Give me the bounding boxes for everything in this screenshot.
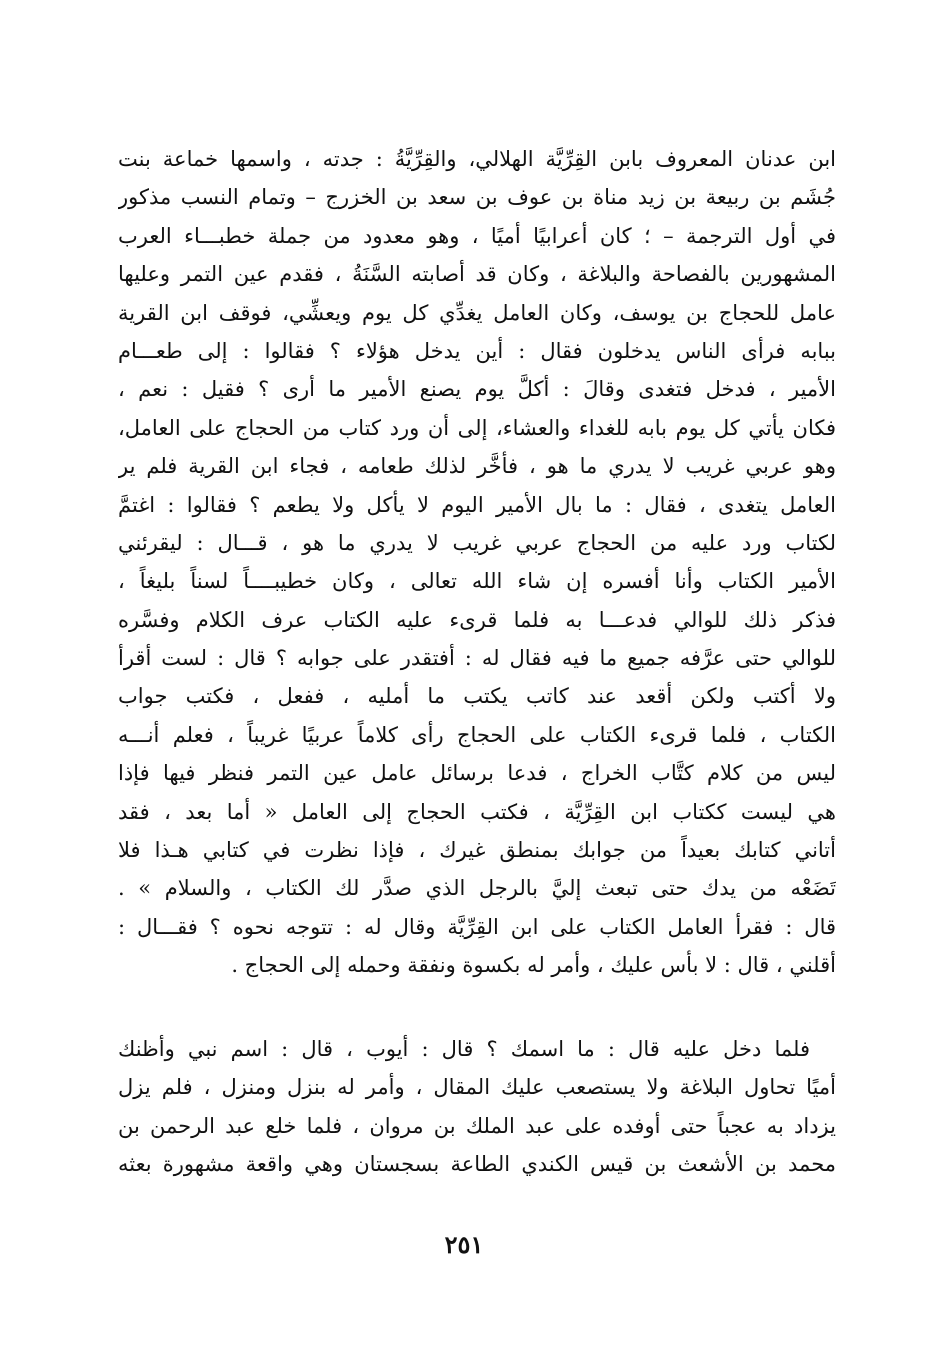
text-line: جُشَم بن ربيعة بن زيد مناة بن عوف بن سعد بن الخزرج – وتمام النسب مذكور [118,185,836,210]
text-line: ابن عدنان المعروف بابن القِرِّيَّة الهلالي، والقِرِّيَّةُ : جدته ، واسمها خماعة بنت [118,147,836,171]
text-line: فلما دخل عليه قال : ما اسمك ؟ قال : أيوب ، قال : اسم نبي وأظنك [118,1037,810,1061]
text-line: فذكر ذلك للوالي فدعـــا به فلما قرىء عليه الكتاب عرف الكلام وفسَّره [118,607,836,632]
text-line: وهو عربي غريب لا يدري ما هو ، فأخَّر لذلك طعامه ، فجاء ابن القرية فلم ير [118,454,836,479]
text-line: لكتاب ورد عليه من الحجاج عربي غريب لا يدري ما هو ، قـــال : ليقرئني [118,530,836,555]
paragraph-2 [118,1030,836,1184]
page-number: ٢٥١ [444,1230,484,1259]
text-line: للوالي حتى عرَّفه جميع ما فيه فقال له : أفتقدر على جوابه ؟ قال : لست أقرأ [118,646,836,671]
text-line: ببابه فرأى الناس يدخلون فقال : أين يدخل هؤلاء ؟ فقالوا : إلى طعـــام [118,338,836,363]
text-line: أقلني ، قال : لا بأس عليك ، وأمر له بكسوة ونفقة وحمله إلى الحجاج . [231,953,836,978]
text-line: الأمير الكتاب وأنا أفسره إن شاء الله تعالى ، وكان خطيبــــاً لسناً بليغاً ، [118,569,836,594]
text-line: أميًا تحاول البلاغة ولا يستصعب عليك المقال ، وأمر له بنزل ومنزل ، فلم يزل [118,1075,836,1100]
text-line: قال : فقرأ العامل الكتاب على ابن القِرِّيَّة وقال له : تتوجه نحوه ؟ فقـــال : [118,914,836,939]
text-line: الأمير ، فدخل فتغدى وقالَ : أكلَّ يوم يصنع الأمير ما أرى ؟ فقيل : نعم ، [118,377,836,402]
text-line: أتاني كتابك بعيداً من جوابك بمنطق غيرك ، فإذا نظرت في كتابي هـذا فلا [118,838,836,863]
text-line: محمد بن الأشعث بن قيس الكندي الطاعة بسجستان وهي واقعة مشهورة بعثه [118,1152,836,1177]
text-line: العامل يتغدى ، فقال : ما بال الأمير اليوم لا يأكل ولا يطعم ؟ فقالوا : اغتمَّ [118,492,836,517]
text-line: ليس من كلام كتَّاب الخراج ، فدعا برسائل عامل عين التمر فنظر فيها فإذا [118,761,836,786]
text-line: عامل للحجاج بن يوسف، وكان العامل يغدِّي كل يوم ويعشِّي، فوقف ابن القرية [118,300,836,325]
text-line: المشهورين بالفصاحة والبلاغة ، وكان قد أصابته السَّنَةُ ، فقدم عين التمر وعليها [118,262,836,287]
text-line: ولا أكتب ولكن أقعد عند كاتب يكتب ما أمليه ، ففعل ، فكتب جواب [118,684,836,709]
text-line: فكان يأتي كل يوم بابه للغداء والعشاء، إلى أن ورد كتاب من الحجاج على العامل، [118,415,836,440]
paragraph-1 [118,140,836,985]
text-line: في أول الترجمة – ؛ كان أعرابيًا أميًا ، وهو معدود من جملة خطبـــاء العرب [118,223,836,248]
text-line: يزداد به عجباً حتى أوفده على عبد الملك بن مروان ، فلما خلع عبد الرحمن بن [118,1113,836,1138]
text-line: تَضَعْه من يدك حتى تبعث إليَّ بالرجل الذي صدَّر لك الكتاب ، والسلام » . [118,876,836,901]
text-line: هي ليست ككتاب ابن القِرِّيَّة ، فكتب الحجاج إلى العامل « أما بعد ، فقد [118,799,836,824]
text-line: الكتاب ، فلما قرىء الكتاب على الحجاج رأى كلاماً عربيًا غريباً ، فعلم أنـــه [118,722,836,747]
